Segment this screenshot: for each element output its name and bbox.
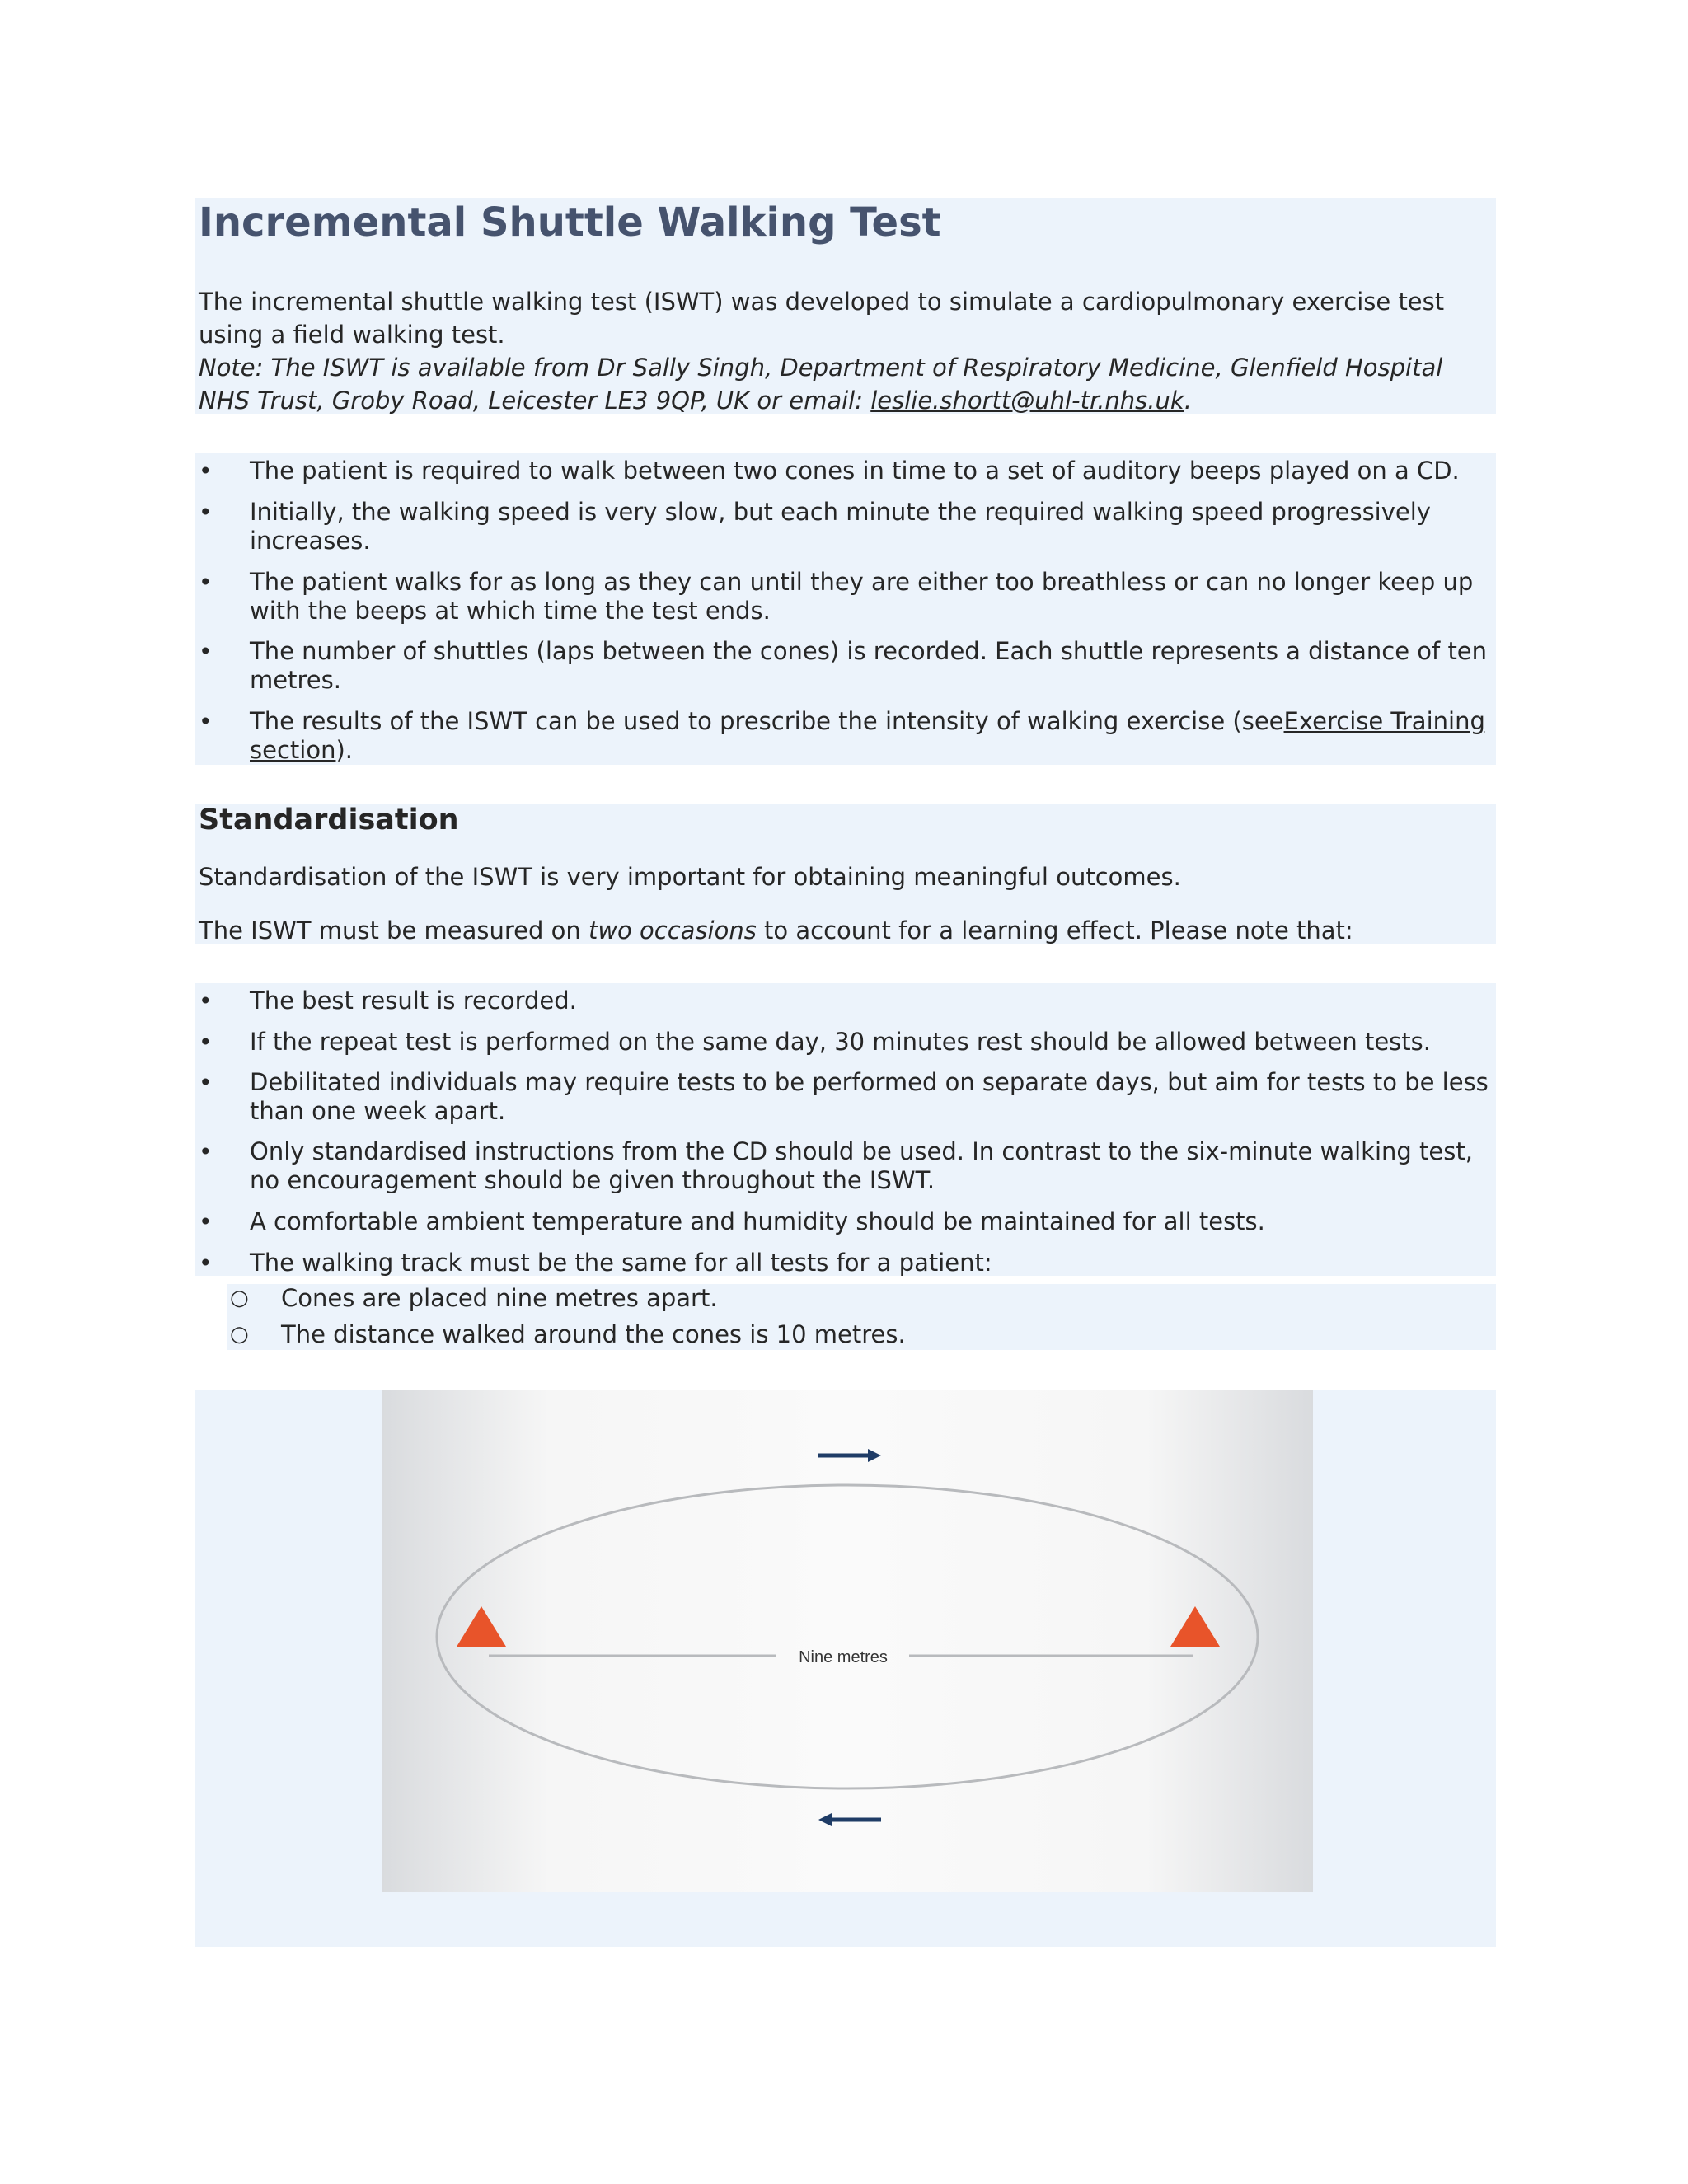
note-line-1: Note: The ISWT is available from Dr Sally Singh, Department of Respiratory Medicine, Glenfield Hospital	[199, 354, 1443, 382]
emphasis: two occasions	[588, 916, 757, 944]
standardisation-section	[195, 804, 1496, 944]
list-item-text: Debilitated individuals may require tests to be performed on separate days, but aim for tests to be less than one week apart.	[250, 1068, 1489, 1125]
note-prefix: NHS Trust, Groby Road, Leicester LE3 9QP, UK or email:	[199, 387, 871, 415]
circle-bullet-icon: ○	[230, 1322, 249, 1347]
list-item-text: The number of shuttles (laps between the cones) is recorded. Each shuttle represents a distance of ten metres.	[250, 637, 1488, 694]
bullet-icon: •	[199, 569, 213, 596]
intro-line-1: The incremental shuttle walking test (ISWT) was developed to simulate a cardiopulmonary exercise test	[199, 288, 1445, 316]
intro-line-2: using a field walking test.	[199, 321, 505, 349]
track-diagram	[382, 1390, 1313, 1892]
list-item-text: If the repeat test is performed on the same day, 30 minutes rest should be allowed between tests.	[250, 1028, 1431, 1056]
section-heading: Standardisation	[199, 804, 459, 837]
intro-paragraph	[199, 285, 1493, 417]
list-item-text: Initially, the walking speed is very slow, but each minute the required walking speed progressively increases.	[250, 498, 1431, 555]
bullet-icon: •	[199, 1208, 213, 1235]
exercise-training-link[interactable]: Exercise Training	[1283, 707, 1485, 735]
bullet-icon: •	[199, 987, 213, 1015]
standardisation-para-2: The ISWT must be measured on two occasions to account for a learning effect. Please note that:	[199, 916, 1353, 944]
bullet-icon: •	[199, 1069, 213, 1096]
list-item-text: The patient is required to walk between two cones in time to a set of auditory beeps played on a CD.	[250, 457, 1460, 485]
arrow-left-icon	[818, 1813, 881, 1826]
list-item-text: A comfortable ambient temperature and humidity should be maintained for all tests.	[250, 1207, 1265, 1235]
bullet-icon: •	[199, 1029, 213, 1056]
sub-list-item-text: Cones are placed nine metres apart.	[281, 1284, 718, 1312]
availability-note	[199, 351, 1493, 417]
exercise-training-link-cont[interactable]: section	[250, 736, 336, 764]
standardisation-para-1: Standardisation of the ISWT is very important for obtaining meaningful outcomes.	[199, 863, 1181, 891]
arrow-right-icon	[818, 1449, 881, 1462]
bullet-icon: •	[199, 638, 213, 665]
bullet-icon: •	[199, 1249, 213, 1277]
list-item-text: The best result is recorded.	[250, 987, 577, 1015]
bullet-icon: •	[199, 708, 213, 735]
track-sub-list-section	[227, 1284, 1496, 1350]
track-diagram-svg	[382, 1390, 1313, 1892]
note-suffix: .	[1184, 387, 1192, 415]
page-title: Incremental Shuttle Walking Test	[199, 199, 941, 246]
list-item-text: The patient walks for as long as they can until they are either too breathless or can no longer keep up with the beeps at which time the test ends.	[250, 568, 1474, 625]
list-item-text: The walking track must be the same for all tests for a patient:	[250, 1249, 992, 1277]
bullet-icon: •	[199, 1138, 213, 1165]
sub-list-item-text: The distance walked around the cones is 10 metres.	[281, 1320, 906, 1348]
left-cone-icon	[457, 1606, 506, 1647]
walking-track-ellipse	[437, 1485, 1258, 1788]
standardisation-list-section	[195, 983, 1496, 1276]
email-link[interactable]: leslie.shortt@uhl-tr.nhs.uk	[870, 387, 1184, 415]
list-item-text: Only standardised instructions from the CD should be used. In contrast to the six-minute walking test, no encouragement should be given throughout the ISWT.	[250, 1137, 1473, 1194]
circle-bullet-icon: ○	[230, 1286, 249, 1310]
distance-label: Nine metres	[799, 1648, 888, 1666]
note-line-2	[199, 384, 1493, 417]
list-item-text: The results of the ISWT can be used to prescribe the intensity of walking exercise (seeExercise Training section).	[250, 707, 1485, 764]
bullet-icon: •	[199, 457, 213, 485]
intro-section	[195, 198, 1496, 414]
right-cone-icon	[1170, 1606, 1220, 1647]
procedure-list-section	[195, 453, 1496, 765]
bullet-icon: •	[199, 499, 213, 526]
